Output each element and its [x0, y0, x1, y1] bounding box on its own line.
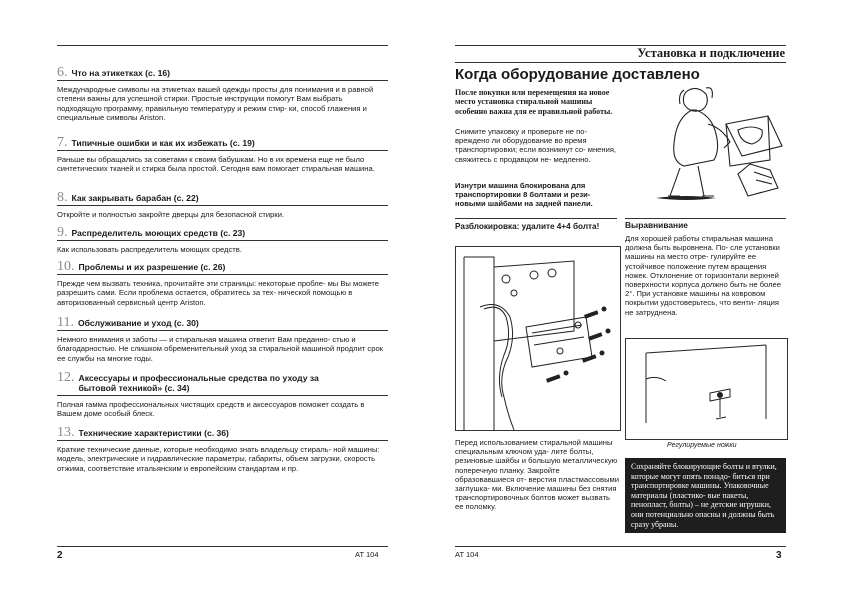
section-title: Как закрывать барабан (с. 22)	[71, 193, 199, 203]
check-text: Снимите упаковку и проверьте не по- вреждено ли оборудование во время транспортировки; если возникнут со- мнения, свяжитесь с продавцом не- медленно.	[455, 127, 617, 164]
section-body: Как использовать распределитель моющих средств.	[57, 245, 242, 254]
section-title: Обслуживание и уход (с. 30)	[77, 318, 199, 328]
section-header: Установка и подключение	[637, 46, 785, 60]
before-use-text: Перед использованием стиральной машины специальным ключом уда- лите болты, резиновые шайбы и большую металлическую поперечную планку. Закройте образовавшиеся от- верстия пластмассовыми заглушка- ми. Включение машины без снятия транспортировочных болтов может вызвать ее поломку.	[455, 438, 619, 512]
section-body: Раньше вы обращались за советами к своим бабушкам. Но в их времена еще не было синтетических тканей и стирка была простой. Сегодня вам помогает стиральная машина.	[57, 155, 375, 174]
section-number: 13.	[57, 425, 75, 440]
section-6	[57, 65, 388, 123]
unlock-title: Разблокировка: удалите 4+4 болта!	[455, 222, 600, 231]
leveling-title: Выравнивание	[625, 220, 688, 230]
leveling-text: Для хорошей работы стиральная машина должна быть выровнена. По- сле установки машины на место отре- гулируйте ее устойчивое положение путем вращения ножек. Отклонение от горизонтали верхней поверхности корпуса должно быть не более 2°. При установке машины на ковровом покрытии удостоверьтесь, что венти- ляция не затруднена.	[625, 234, 781, 317]
section-number: 8.	[57, 190, 68, 205]
bottom-rule	[455, 546, 786, 547]
bottom-rule	[57, 546, 388, 547]
feet-caption: Регулируемые ножки	[667, 442, 737, 449]
section-number: 12.	[57, 370, 75, 385]
feet-illustration	[625, 338, 788, 440]
section-body: Немного внимания и заботы — и стиральная машина ответит Вам преданно- стью и благодарностью. Не слишком обременительный уход за стиральной машиной продлит срок ее службы на многие годы.	[57, 335, 383, 363]
right-page	[421, 0, 842, 595]
model-code: AT 104	[355, 550, 379, 559]
section-body: Полная гамма профессиональных чистящих средств и аксессуаров поможет создать в Вашем доме особый блеск.	[57, 400, 365, 419]
page-title: Когда оборудование доставлено	[455, 66, 700, 83]
section-13	[57, 425, 388, 473]
unlock-rule	[455, 218, 617, 219]
bolts-note: Изнутри машина блокирована для транспортировки 8 болтами и рези- новыми шайбами на задней панели.	[455, 181, 593, 209]
back-panel-illustration	[455, 246, 621, 431]
section-title: Проблемы и их разрешение (с. 26)	[78, 262, 226, 272]
section-7	[57, 135, 388, 174]
section-9	[57, 225, 388, 254]
warning-box: Сохраняйте блокирующие болты и втулки, которые могут опять понадо- биться при транспортировке машины. Упаковочные материалы (пластико- вые пакеты, пенопласт, болты) – не детские игрушки, они потенциально опасны и должны быть сразу убраны.	[625, 458, 786, 533]
section-title: Типичные ошибки и как их избежать (с. 19)	[71, 138, 255, 148]
section-title: Аксессуары и профессиональные средства по уходу за бытовой техникой» (с. 34)	[78, 373, 319, 393]
section-number: 6.	[57, 65, 68, 80]
section-11	[57, 315, 388, 363]
section-title: Распределитель моющих средств (с. 23)	[71, 228, 246, 238]
section-number: 10.	[57, 259, 75, 274]
top-rule	[57, 45, 388, 46]
section-8	[57, 190, 388, 219]
section-body: Международные символы на этикетках вашей одежды просты для понимания и в равной степени важны для успешной стирки. Простые инструкции помогут Вам выбрать подходящую программу, правильную температуру и режим стир- ки, способ глажения и специальные символы Ariston.	[57, 85, 374, 123]
section-title: Что на этикетках (с. 16)	[71, 68, 171, 78]
section-10	[57, 259, 388, 307]
section-12	[57, 370, 388, 419]
section-body: Краткие технические данные, которые необходимо знать владельцу стираль- ной машины: модель, электрические и гидравлические параметры, габариты, объем загрузки, скорость отжима, соответствие итальянским и европейским стандартам и пр.	[57, 445, 380, 473]
page-number: 2	[57, 550, 63, 561]
section-title: Технические характеристики (с. 36)	[78, 428, 229, 438]
header-rule	[455, 62, 786, 63]
installation-illustration	[646, 80, 786, 200]
section-number: 7.	[57, 135, 68, 150]
leveling-rule	[625, 218, 786, 219]
page-number: 3	[776, 550, 782, 561]
model-code: AT 104	[455, 550, 479, 559]
intro-text: После покупки или перемещения на новое место установка стиральной машины особенно важна для ее правильной работы.	[455, 88, 613, 116]
section-number: 9.	[57, 225, 68, 240]
section-body: Откройте и полностью закройте дверцы для безопасной стирки.	[57, 210, 285, 219]
section-number: 11.	[57, 315, 74, 330]
section-body: Прежде чем вызвать техника, прочитайте эти страницы: некоторые пробле- мы Вы можете разрешить сами. Если проблема остается, обратитесь за тех- нической помощью в авторизованный сервисный центр Ariston.	[57, 279, 380, 307]
